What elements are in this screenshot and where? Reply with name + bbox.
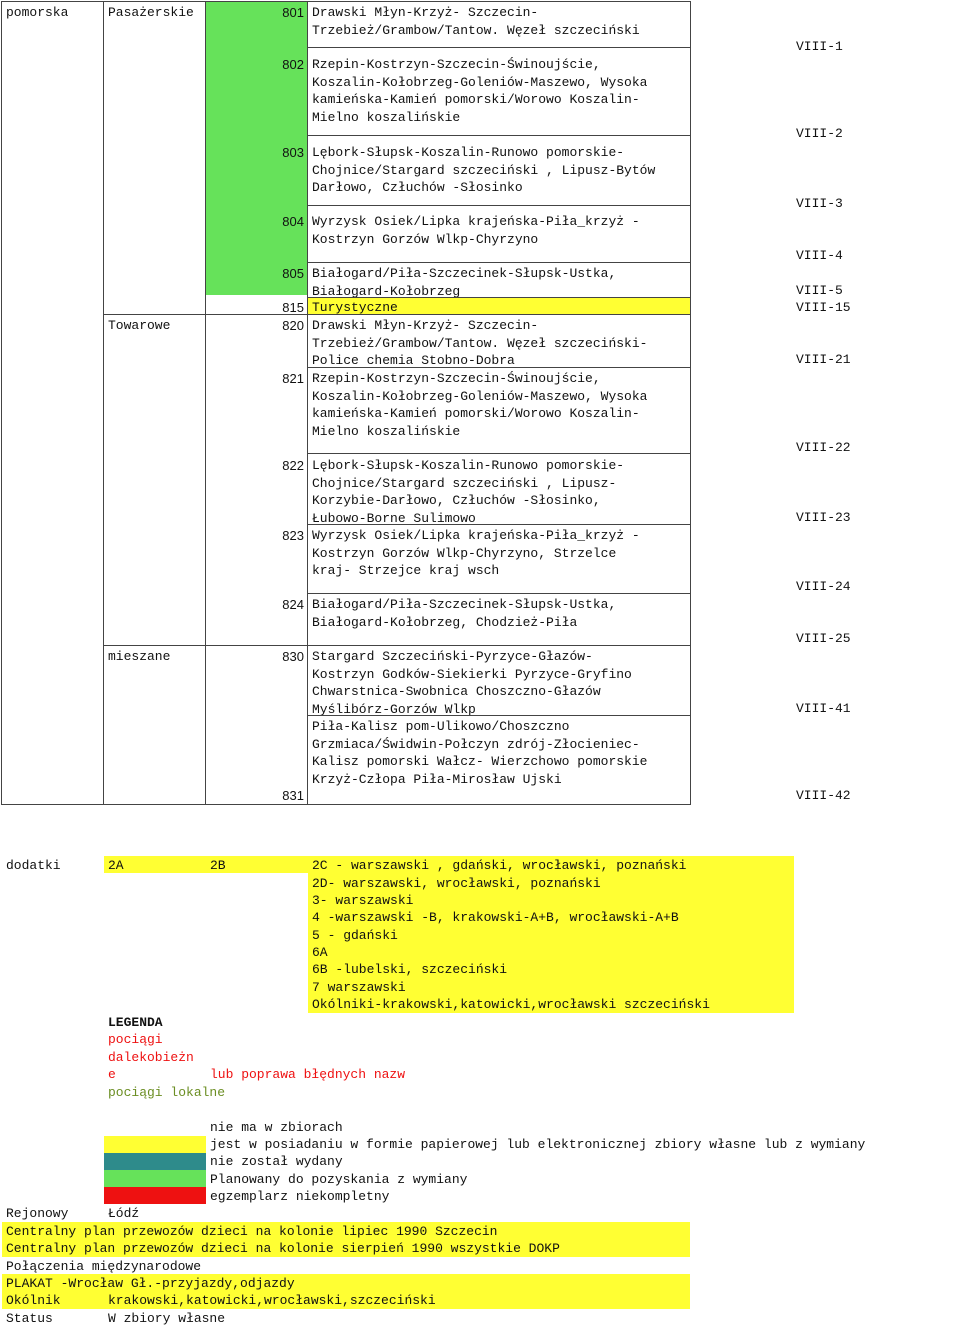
row-number: 802 [282,57,304,72]
legend-item-text: jest w posiadaniu w formie papierowej lub elektronicznej zbiory własne lub z wymiany [210,1137,866,1152]
legend-item-text: nie ma w zbiorach [210,1120,343,1135]
legend-red-line-3b: lub poprawa błędnych nazw [210,1067,406,1082]
footer-line: PLAKAT -Wrocław Gł.-przyjazdy,odjazdy [6,1276,295,1291]
legend-item-text: Planowany do pozyskania z wymiany [210,1172,468,1187]
row-description: Białogard/Piła-Szczecinek-Słupsk-Ustka, Białogard-Kołobrzeg, Chodzież-Piła [312,597,617,630]
row-code: VIII-41 [796,701,851,716]
legend-item-text: egzemplarz niekompletny [210,1189,390,1204]
row-code: VIII-23 [796,510,851,525]
row-description: Rzepin-Kostrzyn-Szczecin-Świnoujście, Koszalin-Kołobrzeg-Goleniów-Maszewo, Wysoka kamieńska-Kamień pomorski/Worowo Koszalin- Mielno koszalińskie [312,57,648,125]
legend-swatch-teal [104,1153,206,1170]
row-description: Lębork-Słupsk-Koszalin-Runowo pomorskie- Chojnice/Stargard szczeciński , Lipusz- Korzybie-Darłowo, Człuchów -Słosinko, Łubowo-Borne Sulimowo [312,458,625,524]
region-name: pomorska [6,5,69,20]
row-number: 824 [282,597,304,612]
group-passenger: Pasażerskie [108,5,194,20]
dodatki-line: 5 - gdański [312,928,398,943]
dodatki-line: 6A [312,945,328,960]
footer-line: Centralny plan przewozów dzieci na kolonie lipiec 1990 Szczecin [6,1224,498,1239]
row-description: Stargard Szczeciński-Pyrzyce-Głazów- Kostrzyn Godków-Siekierki Pyrzyce-Gryfino Chwarstnica-Swobnica Choszczno-Głazów Myślibórz-Gorzów Wlkp [312,649,632,715]
row-number: 815 [282,300,304,315]
row-number: 805 [282,266,304,281]
dodatki-2a: 2A [108,858,124,873]
row-number: 830 [282,649,304,664]
footer-line: Centralny plan przewozów dzieci na kolonie sierpień 1990 wszystkie DOKP [6,1241,560,1256]
legend-swatch-red [104,1187,206,1204]
group-freight: Towarowe [108,318,171,333]
dodatki-line: 2C - warszawski , gdański, wrocławski, poznański [312,858,687,873]
row-number: 822 [282,458,304,473]
legend-olive-line: pociągi lokalne [108,1085,226,1100]
legend-swatch-green [104,1170,206,1187]
dodatki-line: 7 warszawski [312,980,406,995]
row-description: Drawski Młyn-Krzyż- Szczecin- Trzebież/Grambow/Tantow. Węzeł szczeciński [312,5,640,38]
row-description: Białogard/Piła-Szczecinek-Słupsk-Ustka, Białogard-Kołobrzeg [312,266,617,297]
dodatki-line: 4 -warszawski -B, krakowski-A+B, wrocławski-A+B [312,910,679,925]
legend-title: LEGENDA [108,1015,163,1030]
dodatki-label: dodatki [6,858,61,873]
group-mixed: mieszane [108,649,171,664]
dodatki-line: 6B -lubelski, szczeciński [312,962,508,977]
dodatki-line: 3- warszawski [312,893,414,908]
okolnik-value: krakowski,katowicki,wrocławski,szczeciński [108,1293,436,1308]
row-description: Wyrzysk Osiek/Lipka krajeńska-Piła_krzyż - Kostrzyn Gorzów Wlkp-Chyrzyno [312,214,640,247]
rejonowy-label: Rejonowy [6,1206,69,1221]
legend-swatch-white [104,1119,206,1136]
row-code: VIII-4 [796,248,843,263]
row-code: VIII-2 [796,126,843,141]
legend-red-line-2: dalekobieżn [108,1050,194,1065]
row-code: VIII-5 [796,283,843,298]
legend-swatch-yellow [104,1136,206,1153]
dodatki-2b: 2B [210,858,226,873]
row-code: VIII-22 [796,440,851,455]
row-code: VIII-25 [796,631,851,646]
legend-red-line-1: pociągi [108,1032,163,1047]
dodatki-line: 2D- warszawski, wrocławski, poznański [312,876,601,891]
status-value: W zbiory własne [108,1311,226,1326]
row-number: 823 [282,528,304,543]
row-description: Lębork-Słupsk-Koszalin-Runowo pomorskie- Chojnice/Stargard szczeciński , Lipusz-Bytów Darłowo, Człuchów -Słosinko [312,145,656,195]
row-description: Turystyczne [312,300,398,315]
row-code: VIII-15 [796,300,851,315]
legend-red-line-3a: e [108,1067,116,1082]
row-number: 821 [282,371,304,386]
footer-line: Połączenia międzynarodowe [6,1259,202,1274]
row-code: VIII-1 [796,39,843,54]
row-number: 803 [282,145,304,160]
row-code: VIII-21 [796,352,851,367]
row-code: VIII-3 [796,196,843,211]
row-code: VIII-42 [796,788,851,803]
row-description: Drawski Młyn-Krzyż- Szczecin- Trzebież/Grambow/Tantow. Węzeł szczeciński- Police chemia Stobno-Dobra [312,318,648,367]
row-number: 804 [282,214,304,229]
row-number: 820 [282,318,304,333]
legend-item-text: nie został wydany [210,1154,343,1169]
row-number: 831 [282,788,304,803]
row-code: VIII-24 [796,579,851,594]
row-description: Rzepin-Kostrzyn-Szczecin-Świnoujście, Koszalin-Kołobrzeg-Goleniów-Maszewo, Wysoka kamieńska-Kamień pomorski/Worowo Koszalin- Mielno koszalińskie [312,371,648,439]
rejonowy-value: Łódź [108,1206,140,1221]
row-number: 801 [282,5,304,20]
dodatki-line: Okólniki-krakowski,katowicki,wrocławski szczeciński [312,997,710,1012]
status-label: Status [6,1311,53,1326]
row-description: Piła-Kalisz pom-Ulikowo/Choszczno Grzmiaca/Świdwin-Połczyn zdrój-Złocieniec- Kalisz pomorski Wałcz- Wierzchowo pomorskie Krzyż-Człopa Piła-Mirosław Ujski [312,719,648,787]
row-description: Wyrzysk Osiek/Lipka krajeńska-Piła_krzyż - Kostrzyn Gorzów Wlkp-Chyrzyno, Strzelce kraj- Strzejce kraj wsch [312,528,640,578]
okolnik-label: Okólnik [6,1293,61,1308]
